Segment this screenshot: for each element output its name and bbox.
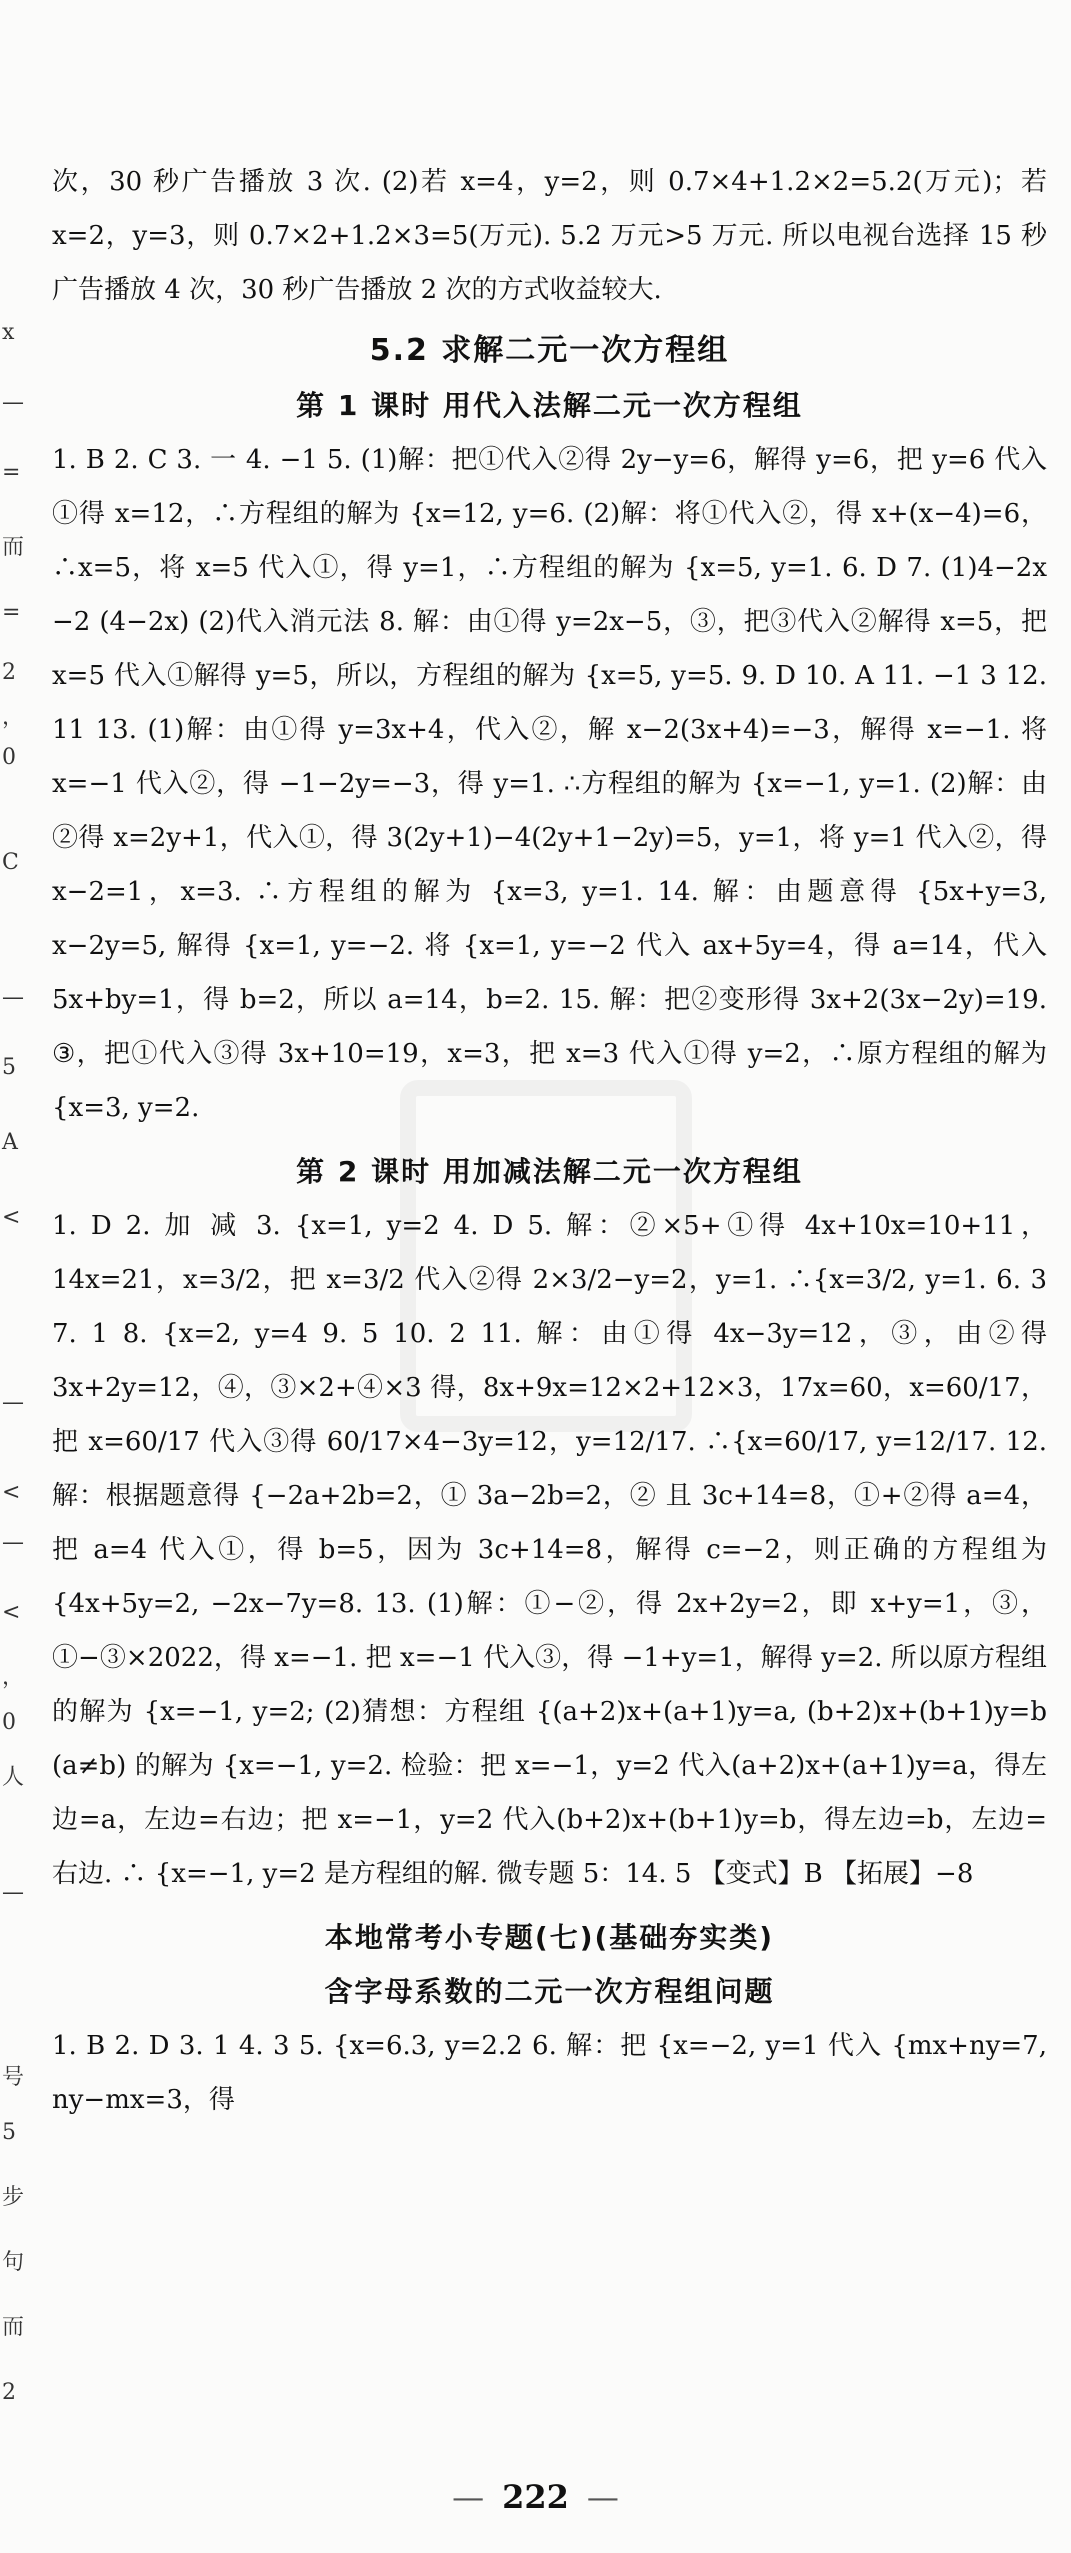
margin-fragment: C <box>2 850 19 875</box>
margin-fragment: 2 <box>2 660 16 685</box>
margin-fragment: — <box>2 390 24 415</box>
page-number-dash-right: — <box>586 2478 619 2516</box>
special-topic-answers: 1. B 2. D 3. 1 4. 3 5. {x=6.3, y=2.2 6. 解：把 {x=−2, y=1 代入 {mx+ny=7, ny−mx=3，得 <box>52 2031 1047 2115</box>
margin-fragment: = <box>2 600 21 625</box>
page-number <box>0 2478 1071 2516</box>
intro-paragraph: 次，30 秒广告播放 3 次. (2)若 x=4，y=2，则 0.7×4+1.2×2=5.2(万元)；若 x=2，y=3，则 0.7×2+1.2×3=5(万元). 5.2 万元>5 万元. 所以电视台选择 15 秒广告播放 4 次，30 秒广告播放 2 次的方式收益较大. <box>52 167 1047 305</box>
margin-fragment: = <box>2 460 21 485</box>
special-topic-subtitle: 含字母系数的二元一次方程组问题 <box>324 1975 775 2008</box>
lesson2-title: 第 2 课时 用加减法解二元一次方程组 <box>296 1155 803 1188</box>
margin-fragment: 而 <box>2 2315 25 2340</box>
margin-fragment: < <box>2 1480 21 1505</box>
margin-fragment: < <box>2 1600 21 1625</box>
margin-fragment: A <box>2 1130 18 1155</box>
lesson2-answers: 1. D 2. 加 减 3. {x=1, y=2 4. D 5. 解：②×5+①得 4x+10x=10+11，14x=21，x=3/2，把 x=3/2 代入②得 2×3/2−y=2，y=1. ∴{x=3/2, y=1. 6. 3 7. 1 8. {x=2, y=4 9. 5 10. 2 11. 解：由①得 4x−3y=12，③，由②得 3x+2y=12，④，③×2+④×3 得，8x+9x=12×2+12×3，17x=60，x=60/17，把 x=60/17 代入③得 60/17×4−3y=12，y=12/17. ∴{x=60/17, y=12/17. 12. 解：根据题意得 {−2a+2b=2，① 3a−2b=2，② 且 3c+14=8，①+②得 a=4，把 a=4 代入①，得 b=5，因为 3c+14=8，解得 c=−2，则正确的方程组为 {4x+5y=2, −2x−7y=8. 13. (1)解：①−②，得 2x+2y=2，即 x+y=1，③，①−③×2022，得 x=−1. 把 x=−1 代入③，得 −1+y=1，解得 y=2. 所以原方程组的解为 {x=−1, y=2; (2)猜想：方程组 {(a+2)x+(a+1)y=a, (b+2)x+(b+1)y=b (a≠b) 的解为 {x=−1, y=2. 检验：把 x=−1，y=2 代入(a+2)x+(a+1)y=a，得左边=a，左边=右边；把 x=−1，y=2 代入(b+2)x+(b+1)y=b，得左边=b，左边=右边. ∴ {x=−1, y=2 是方程组的解. 微专题 5：14. 5 【变式】B 【拓展】−8 <box>52 1211 1047 1889</box>
special-topic-title: 本地常考小专题(七)(基础夯实类) <box>324 1921 775 1954</box>
margin-fragment: ， <box>2 705 25 730</box>
margin-fragment: 而 <box>2 535 25 560</box>
page-number-dash-left: — <box>452 2478 485 2516</box>
margin-fragment: — <box>2 985 24 1010</box>
margin-fragment: < <box>2 1205 21 1230</box>
margin-fragment: 人 <box>2 1765 25 1790</box>
margin-fragment: 5 <box>2 1055 16 1080</box>
margin-fragment: 5 <box>2 2120 16 2145</box>
margin-fragment: — <box>2 1880 24 1905</box>
margin-fragment: 0 <box>2 745 16 770</box>
margin-fragment: — <box>2 1390 24 1415</box>
lesson1-answers: 1. B 2. C 3. 一 4. −1 5. (1)解：把①代入②得 2y−y=6，解得 y=6，把 y=6 代入①得 x=12，∴方程组的解为 {x=12, y=6. (2)解：将①代入②，得 x+(x−4)=6，∴x=5，将 x=5 代入①，得 y=1，∴方程组的解为 {x=5, y=1. 6. D 7. (1)4−2x −2 (4−2x) (2)代入消元法 8. 解：由①得 y=2x−5，③，把③代入②解得 x=5，把 x=5 代入①解得 y=5，所以，方程组的解为 {x=5, y=5. 9. D 10. A 11. −1 3 12. 11 13. (1)解：由①得 y=3x+4，代入②，解 x−2(3x+4)=−3，解得 x=−1. 将 x=−1 代入②，得 −1−2y=−3，得 y=1. ∴方程组的解为 {x=−1, y=1. (2)解：由②得 x=2y+1，代入①，得 3(2y+1)−4(2y+1−2y)=5，y=1，将 y=1 代入②，得 x−2=1，x=3. ∴方程组的解为 {x=3, y=1. 14. 解：由题意得 {5x+y=3, x−2y=5, 解得 {x=1, y=−2. 将 {x=1, y=−2 代入 ax+5y=4，得 a=14，代入 5x+by=1，得 b=2，所以 a=14，b=2. 15. 解：把②变形得 3x+2(3x−2y)=19. ③，把①代入③得 3x+10=19，x=3，把 x=3 代入①得 y=2，∴原方程组的解为 {x=3, y=2. <box>52 445 1047 1123</box>
margin-fragment: 步 <box>2 2185 25 2210</box>
margin-fragment: 句 <box>2 2250 25 2275</box>
section-title: 5.2 求解二元一次方程组 <box>369 333 730 368</box>
margin-fragment: 0 <box>2 1710 16 1735</box>
content-column <box>52 155 1047 2127</box>
left-margin-fragments <box>0 0 30 2553</box>
page-number-value: 222 <box>502 2478 569 2516</box>
lesson1-title: 第 1 课时 用代入法解二元一次方程组 <box>296 389 803 422</box>
margin-fragment: ， <box>2 1665 25 1690</box>
margin-fragment: — <box>2 1530 24 1555</box>
margin-fragment: 2 <box>2 2380 16 2405</box>
margin-fragment: x <box>2 320 15 345</box>
margin-fragment: 号 <box>2 2065 25 2090</box>
